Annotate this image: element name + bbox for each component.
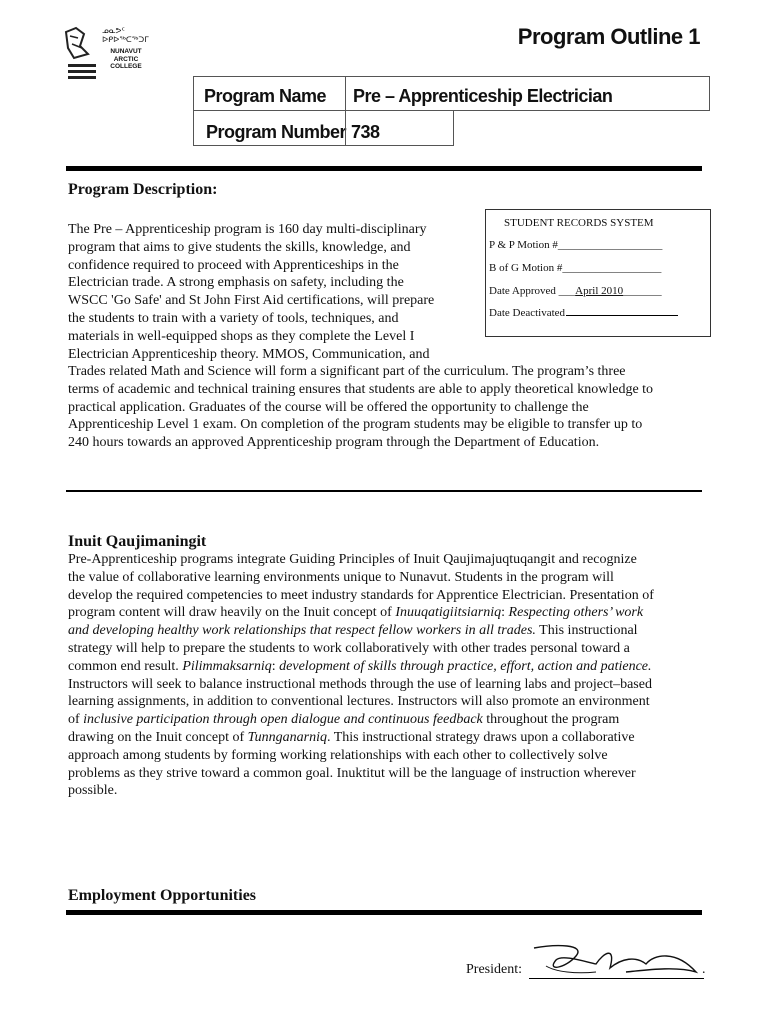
date-approved-tail: _______ <box>623 285 662 297</box>
inuit-body-text <box>68 551 713 800</box>
date-deactivated-label: Date Deactivated <box>489 307 566 319</box>
president-signature-icon <box>526 942 706 982</box>
text-segment: drawing on the Inuit concept of <box>68 729 248 745</box>
text-line <box>68 569 713 587</box>
program-number-label: Program Number <box>193 110 346 146</box>
description-narrow-text <box>68 221 480 363</box>
text-line <box>68 551 713 569</box>
emphasis-text: Inuuqatigiitsiarniq <box>395 605 502 621</box>
college-logo <box>62 24 152 82</box>
divider <box>66 490 702 492</box>
text-line <box>68 587 713 605</box>
text-segment: problems as they strive toward a common goal. Inuktitut will be the language of instruction wherever <box>68 765 636 781</box>
text-line <box>68 747 713 765</box>
emphasis-text: Respecting others’ work <box>508 605 644 621</box>
text-segment: approach among students by forming working relationships with each other to collectively solve <box>68 747 608 763</box>
logo-line: ARCTIC <box>113 55 139 63</box>
description-wide-text <box>68 363 708 452</box>
text-segment: common end result. <box>68 658 183 674</box>
date-approved-label: Date Approved ___ <box>489 285 576 297</box>
program-name-value: Pre – Apprenticeship Electrician <box>345 76 710 111</box>
emphasis-text: inclusive participation through open dialogue and continuous feedback <box>83 712 483 728</box>
page-title: Program Outline 1 <box>517 24 700 49</box>
employment-heading: Employment Opportunities <box>68 887 257 904</box>
date-approved-field <box>489 285 662 297</box>
text-segment: This instructional <box>535 623 638 639</box>
text-segment: of <box>68 712 84 728</box>
text-line <box>68 782 713 800</box>
signature-block <box>466 962 706 978</box>
bg-motion-field: B of G Motion #__________________ <box>489 262 662 274</box>
text-segment: Instructors will seek to balance instructional methods through the use of learning labs and project–based <box>68 676 652 692</box>
logo-syllabics: ᓄᓇᕗᑦ ᐅᑭᐅᖅᑕᖅᑐᒥ <box>102 26 149 44</box>
student-records-box <box>485 209 711 337</box>
emphasis-text: development of skills through practice, effort, action and patience. <box>279 658 652 674</box>
college-emblem-icon <box>62 24 100 80</box>
inuit-heading: Inuit Qaujimaningit <box>68 533 207 550</box>
text-segment: learning assignments, in addition to conventional lectures. Instructors will also promote an environment <box>68 694 650 710</box>
text-segment: develop the required competencies to meet industry standards for Apprentice Electrician. Presentation of <box>68 587 654 603</box>
text-line: Apprenticeship Level 1 exam. On completion of the program students may be eligible to transfer up to <box>68 417 643 433</box>
logo-name <box>101 48 151 71</box>
text-line <box>68 658 713 676</box>
text-line <box>68 622 713 640</box>
text-segment: program content will draw heavily on the Inuit concept of <box>68 605 396 621</box>
divider <box>66 166 702 171</box>
text-segment: : <box>271 658 280 674</box>
text-line: practical application. Graduates of the course will be offered the opportunity to challenge the <box>68 399 589 415</box>
pp-motion-field: P & P Motion #___________________ <box>489 239 663 251</box>
text-line: terms of academic and technical training ensures that students are able to apply theoretical knowledge to <box>68 381 654 397</box>
program-name-label: Program Name <box>193 76 346 111</box>
text-line: 240 hours towards an approved Apprenticeship program through the Department of Education. <box>68 435 600 451</box>
signature-end: . <box>702 962 706 977</box>
emphasis-text: Pilimmaksarniq <box>182 658 272 674</box>
date-deactivated-blank <box>566 315 678 316</box>
text-line: Trades related Math and Science will form a significant part of the curriculum. The program’s three <box>68 364 626 379</box>
text-line: Electrician trade. A strong emphasis on safety, including the <box>68 275 404 291</box>
text-line <box>68 765 713 783</box>
text-line: the students to train with a variety of tools, techniques, and <box>68 310 399 326</box>
text-segment: . This instructional strategy draws upon a collaborative <box>326 729 635 745</box>
text-line <box>68 676 713 694</box>
text-segment: strategy will help to prepare the students to work collaboratively with other trades personal toward a <box>68 640 630 656</box>
records-title: STUDENT RECORDS SYSTEM <box>504 217 654 229</box>
text-segment: throughout the program <box>482 712 620 728</box>
president-label: President: <box>466 962 522 977</box>
text-line: materials in well-equipped shops as they complete the Level I <box>68 328 415 344</box>
text-segment: : <box>501 605 509 621</box>
text-line: WSCC 'Go Safe' and St John First Aid certifications, will prepare <box>68 293 435 309</box>
text-segment: possible. <box>68 783 118 799</box>
text-line: confidence required to proceed with Apprenticeships in the <box>68 257 399 273</box>
logo-line: COLLEGE <box>110 63 142 70</box>
date-approved-value: April 2010 <box>575 285 624 297</box>
text-segment: Pre-Apprenticeship programs integrate Guiding Principles of Inuit Qaujimajuqtuqangit and recognize <box>68 552 637 567</box>
text-line <box>68 604 713 622</box>
text-line <box>68 693 713 711</box>
text-line <box>68 640 713 658</box>
text-line: program that aims to give students the skills, knowledge, and <box>68 239 411 255</box>
emphasis-text: and developing healthy work relationships that respect fellow workers in all trades. <box>68 623 536 639</box>
date-deactivated-field <box>489 307 678 319</box>
program-number-value: 738 <box>345 110 454 146</box>
emphasis-text: Tunnganarniq <box>247 729 327 745</box>
text-line <box>68 729 713 747</box>
text-segment: the value of collaborative learning environments unique to Nunavut. Students in the program will <box>68 569 614 585</box>
text-line <box>68 711 713 729</box>
description-heading: Program Description: <box>68 181 218 198</box>
text-line: Electrician Apprenticeship theory. MMOS, Communication, and <box>68 346 430 362</box>
logo-line: NUNAVUT <box>110 48 142 55</box>
divider <box>66 910 702 915</box>
text-line: The Pre – Apprenticeship program is 160 day multi-disciplinary <box>68 222 427 237</box>
